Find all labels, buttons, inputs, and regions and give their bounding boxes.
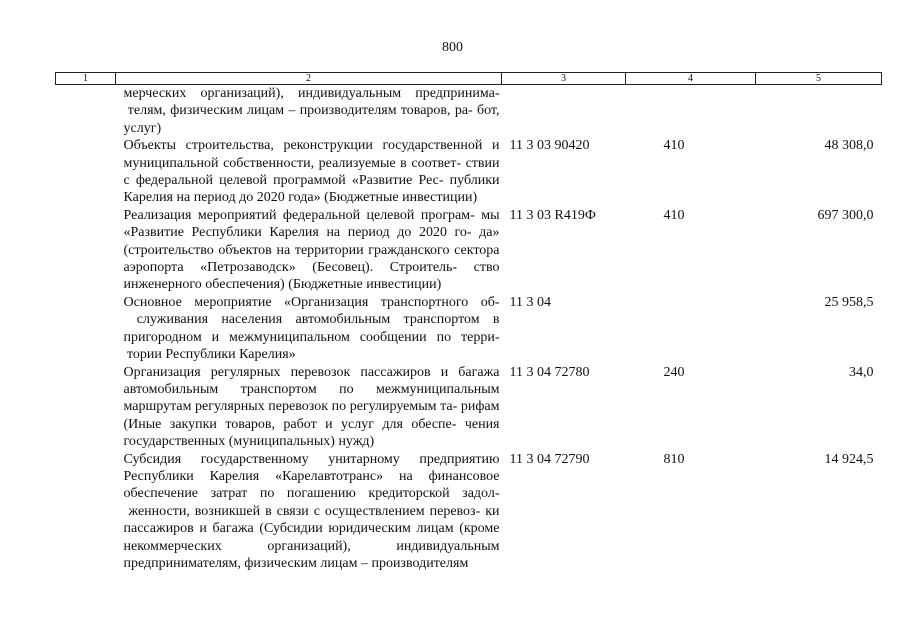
column-header-5: 5 — [756, 73, 882, 85]
row-name: Объекты строительства, реконструкции государственной и муниципальной собственности, реализуемые в соответ- ствии с федеральной целевой программой «Развитие Рес- публики Карелия на период до 2020 года» (Бюджетные инвестиции) — [123, 138, 500, 206]
column-header-1: 1 — [56, 73, 116, 85]
table-row — [56, 137, 882, 207]
column-header-4: 4 — [626, 73, 756, 85]
row-name: Реализация мероприятий федеральной целевой програм- мы «Развитие Республики Карелия на период до 2020 го- да» (строительство объектов на территории гражданского сектора аэропорта «Петрозаводск» (Бесовец). Строитель- ство инженерного обеспечения) (Бюджетные инвестиции) — [123, 207, 500, 293]
table-row — [56, 451, 882, 573]
column-header-3: 3 — [502, 73, 626, 85]
row-expense-type: 410 — [663, 138, 685, 154]
row-empty-cell — [56, 294, 116, 364]
row-sum: 48 308,0 — [824, 138, 874, 154]
row-empty-cell — [56, 364, 116, 451]
row-expense-type — [626, 85, 756, 138]
row-expense-type: 810 — [663, 451, 685, 467]
page-number: 800 — [442, 40, 463, 55]
row-code: 11 3 04 72780 — [509, 364, 590, 380]
row-name: Субсидия государственному унитарному предприятию Республики Карелия «Карелавтотранс» на финансовое обеспечение затрат по погашению кредиторской задол- женности, возникшей в связи с осуществлением перевоз- ки пассажиров и багажа (Субсидии юридическим лицам (кроме некоммерческих организаций), индивидуальным предпринимателям, физическим лицам – производителям — [123, 451, 500, 571]
row-code: 11 3 04 72790 — [509, 451, 590, 467]
budget-table — [55, 72, 882, 572]
row-sum — [756, 85, 882, 138]
row-sum: 25 958,5 — [824, 294, 874, 310]
row-expense-type: 410 — [663, 207, 685, 223]
row-sum: 697 300,0 — [817, 207, 874, 223]
row-name: Организация регулярных перевозок пассажиров и багажа автомобильным транспортом по межмуниципальным маршрутам регулярных перевозок по регулируемым та- рифам (Иные закупки товаров, работ и услуг для обеспе- чения государственных (муниципальных) нужд) — [123, 364, 500, 450]
table-row — [56, 85, 882, 138]
table-row — [56, 207, 882, 294]
row-empty-cell — [56, 451, 116, 573]
row-name: мерческих организаций), индивидуальным предпринима- телям, физическим лицам – производителям товаров, ра- бот, услуг) — [123, 86, 500, 136]
row-code: 11 3 04 — [509, 294, 551, 310]
column-number-row — [56, 73, 882, 85]
row-sum: 14 924,5 — [824, 451, 874, 467]
row-code: 11 3 03 90420 — [509, 138, 590, 154]
row-expense-type — [626, 294, 756, 364]
row-sum: 34,0 — [849, 364, 874, 380]
row-empty-cell — [56, 85, 116, 138]
table-row — [56, 294, 882, 364]
row-name: Основное мероприятие «Организация транспортного об- служивания населения автомобильным транспортом в пригородном и межмуниципальном сообщении по терри- тории Республики Карелия» — [123, 294, 500, 363]
row-expense-type: 240 — [663, 364, 685, 380]
column-header-2: 2 — [116, 73, 502, 85]
row-code — [502, 85, 626, 138]
row-code: 11 3 03 R419Ф — [509, 207, 596, 223]
row-empty-cell — [56, 137, 116, 207]
table-row — [56, 364, 882, 451]
row-empty-cell — [56, 207, 116, 294]
